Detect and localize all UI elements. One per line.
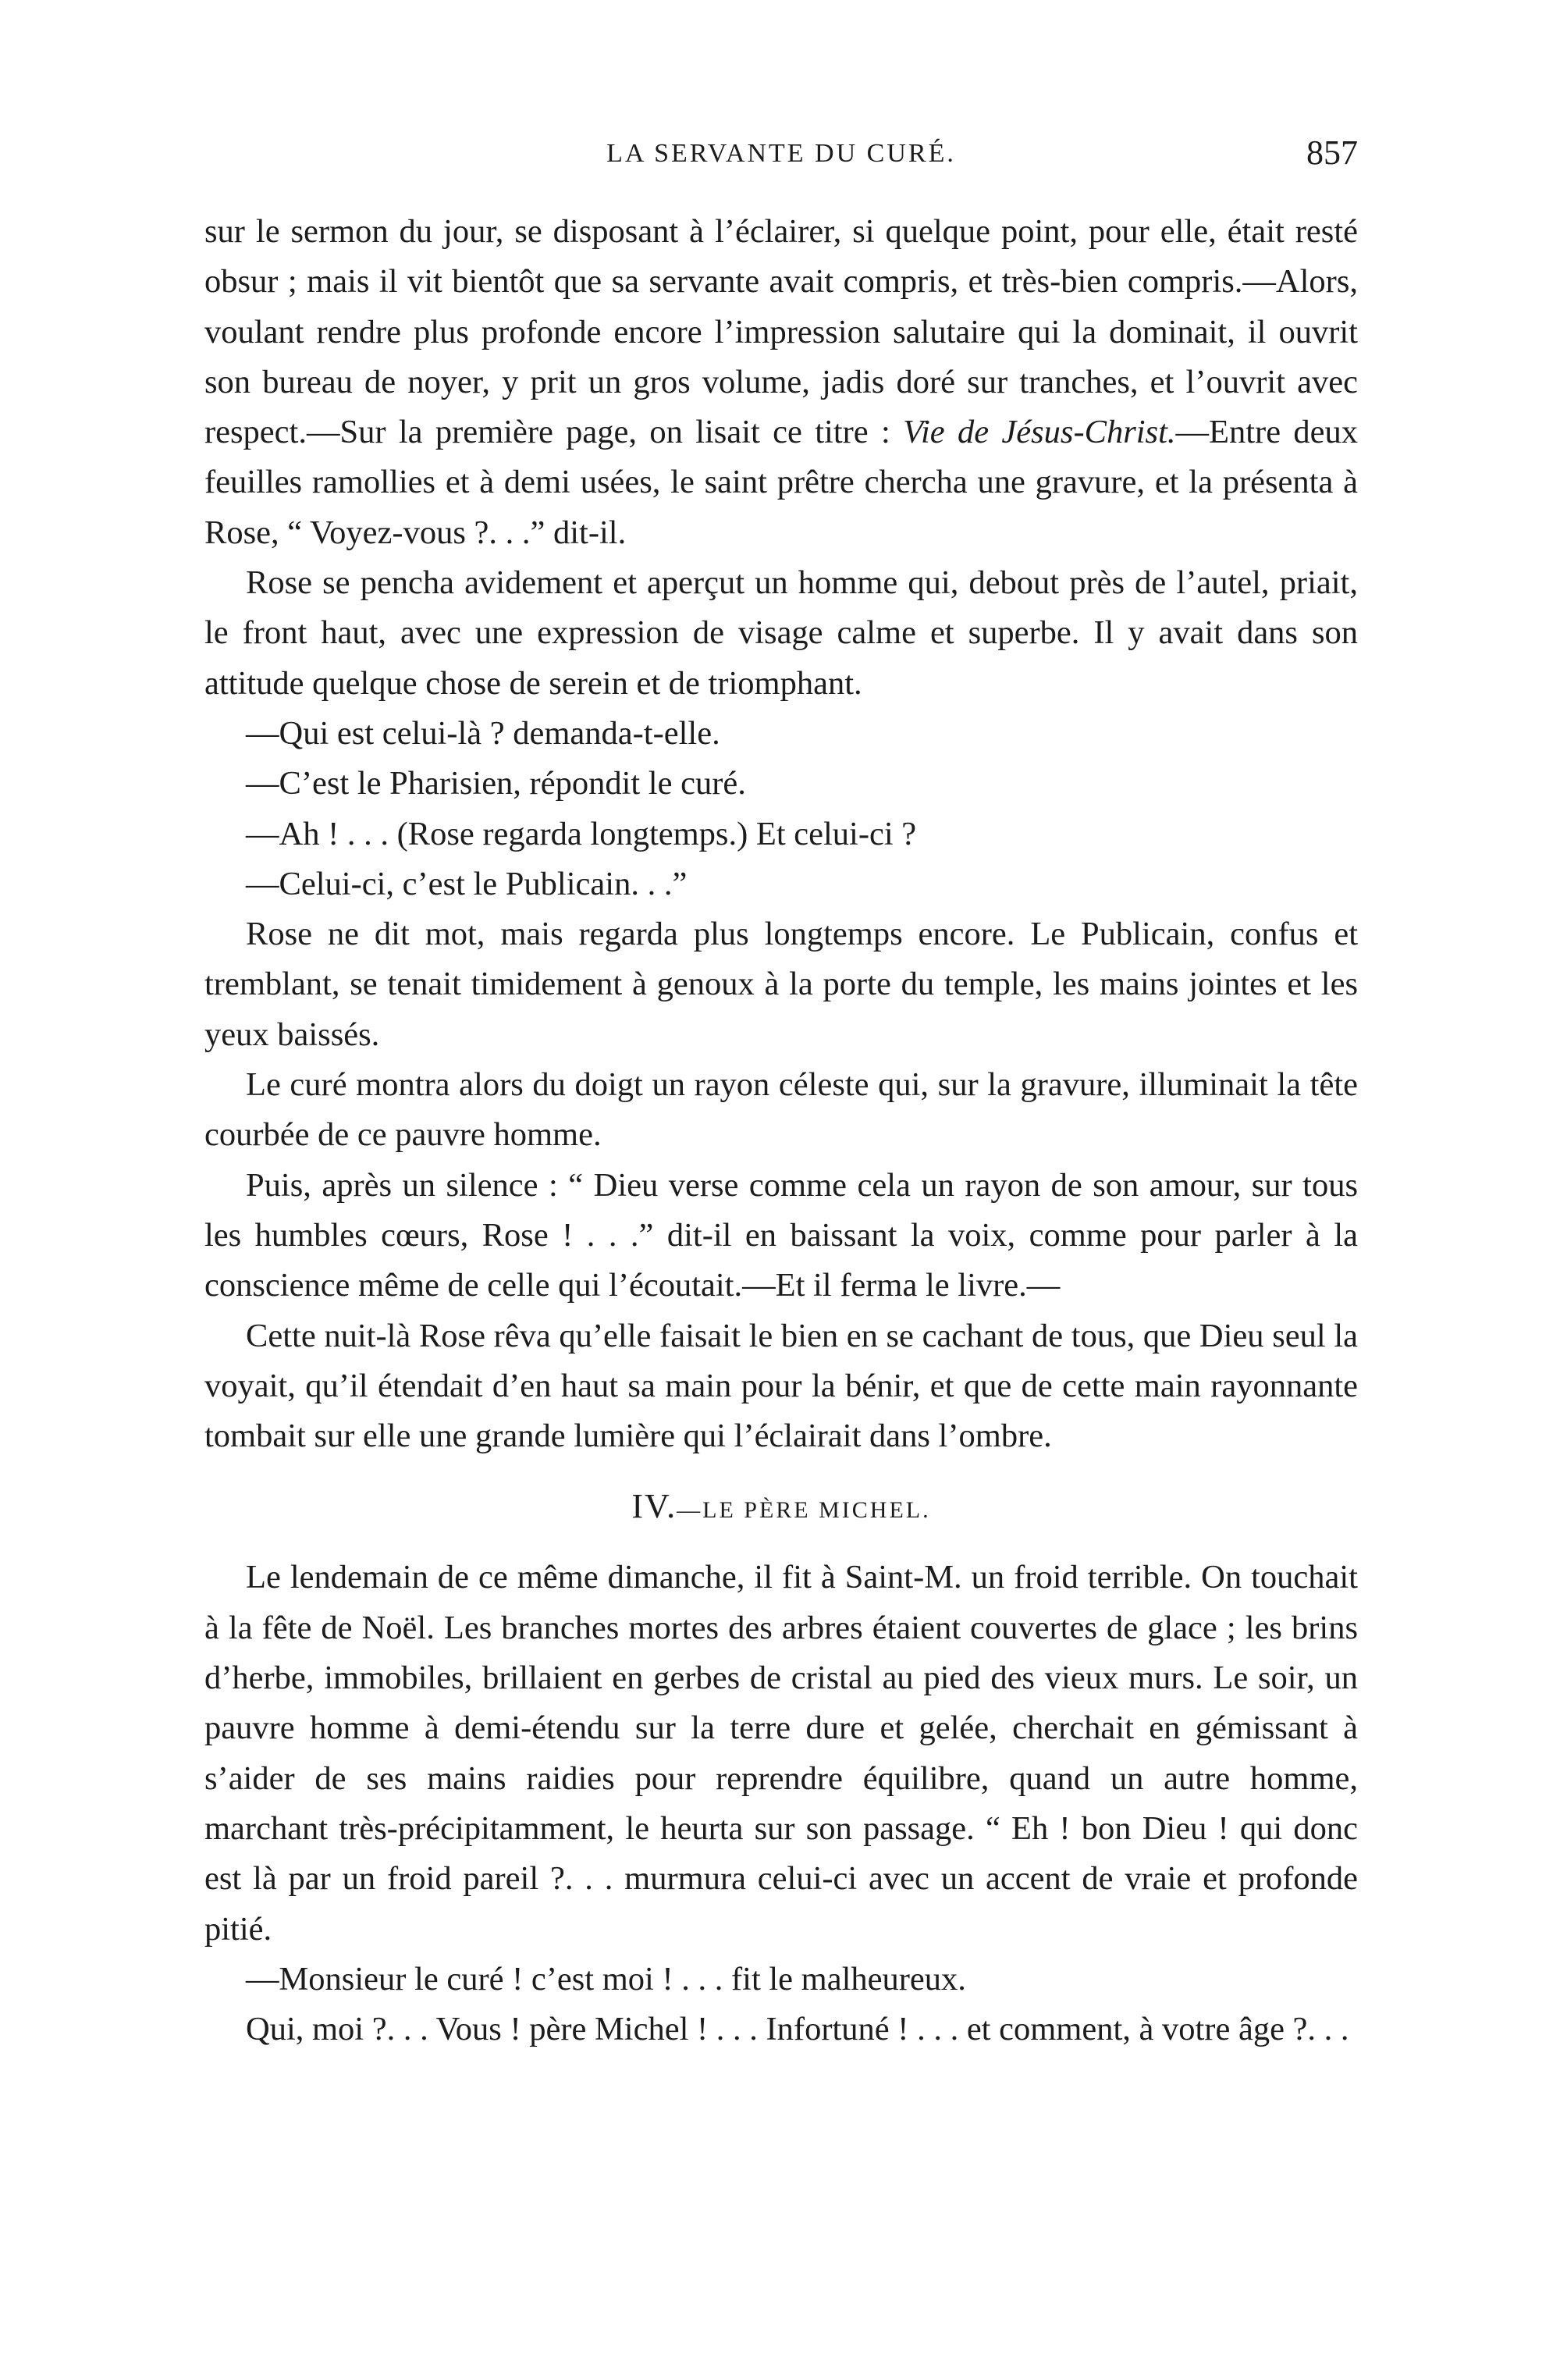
dialogue-line: —C’est le Pharisien, répondit le curé.: [246, 765, 746, 802]
paragraph: Rose ne dit mot, mais regarda plus longtemps encore. Le Publicain, confus et tremblant, se tenait timidement à genoux à la porte du temple, les mains jointes et les yeux baissés.: [204, 916, 1358, 1053]
paragraph-text: —Entre deux feuilles ramollies et à demi usées, le saint prêtre chercha une gravure, et la présenta à Rose, “ Voyez-vous ?. . .” dit-il.: [204, 414, 1359, 551]
section-heading: [204, 1482, 1358, 1535]
section-number: IV.: [631, 1487, 677, 1526]
page-text: [204, 207, 1358, 2054]
dialogue-line: —Qui est celui-là ? demanda-t-elle.: [246, 714, 720, 752]
paragraph: Qui, moi ?. . . Vous ! père Michel ! . . . Infortuné ! . . . et comment, à votre âge ?. . .: [246, 2011, 1349, 2048]
paragraph: Le lendemain de ce même dimanche, il fit à Saint-M. un froid terrible. On touchait à la fête de Noël. Les branches mortes des arbres étaient couvertes de glace ; les brins d’herbe, immobiles, brillaient en gerbes de cristal au pied des vieux murs. Le soir, un pauvre homme à demi-étendu sur la terre dure et gelée, cherchait en gémissant à s’aider de ses mains raidies pour reprendre équilibre, quand un autre homme, marchant très-précipitamment, le heurta sur son passage. “ Eh ! bon Dieu ! qui donc est là par un froid pareil ?. . . murmura celui-ci avec un accent de vraie et profonde pitié.: [204, 1559, 1358, 1948]
paragraph: Puis, après un silence : “ Dieu verse comme cela un rayon de son amour, sur tous les humbles cœurs, Rose ! . . .” dit-il en baissant la voix, comme pour parler à la conscience même de celle qui l’écoutait.—Et il ferma le livre.—: [204, 1166, 1358, 1304]
paragraph: Cette nuit-là Rose rêva qu’elle faisait le bien en se cachant de tous, que Dieu seul la voyait, qu’il étendait d’en haut sa main pour la bénir, et que de cette main rayonnante tombait sur elle une grande lumière qui l’éclairait dans l’ombre.: [204, 1317, 1358, 1455]
paragraph: Le curé montra alors du doigt un rayon céleste qui, sur la gravure, illuminait la tête courbée de ce pauvre homme.: [204, 1066, 1358, 1154]
dialogue-line: —Celui-ci, c’est le Publicain. . .”: [246, 865, 688, 902]
paragraph-continuation: [204, 207, 1358, 558]
running-title: LA SERVANTE DU CURÉ.: [606, 139, 956, 168]
page-number: 857: [1306, 133, 1358, 172]
book-title: Vie de Jésus-Christ.: [903, 414, 1176, 451]
paragraph: Rose se pencha avidement et aperçut un homme qui, debout près de l’autel, priait, le front haut, avec une expression de visage calme et superbe. Il y avait dans son attitude quelque chose de serein et de triomphant.: [204, 564, 1358, 702]
running-head: [204, 133, 1358, 180]
book-page: [204, 0, 1358, 2380]
paragraph-text: sur le sermon du jour, se disposant à l’éclairer, si quelque point, pour elle, était resté obsur ; mais il vit bientôt que sa servante avait compris, et très-bien compris.—Alors, voulant rendre plus profonde encore l’impression salutaire qui la dominait, il ouvrit son bureau de noyer, y prit un gros volume, jadis doré sur tranches, et l’ouvrit avec respect.—Sur la première page, on lisait ce titre :: [204, 213, 1358, 451]
dialogue-line: —Monsieur le curé ! c’est moi ! . . . fit le malheureux.: [246, 1960, 966, 1998]
section-title: —LE PÈRE MICHEL.: [677, 1497, 931, 1524]
dialogue-line: —Ah ! . . . (Rose regarda longtemps.) Et celui-ci ?: [246, 815, 917, 852]
